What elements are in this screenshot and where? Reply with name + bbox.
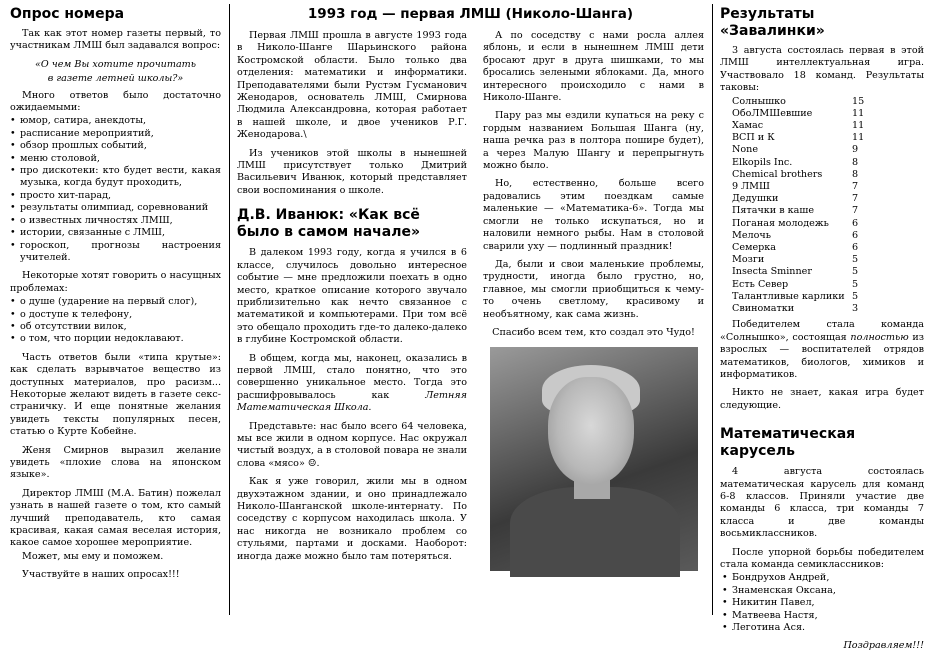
results-table <box>732 96 880 316</box>
table-row <box>732 157 880 169</box>
list-item: • Матвеева Настя, <box>722 610 924 622</box>
team-name: ОбоЛМШевшие <box>732 107 813 119</box>
team-score: 6 <box>852 229 859 241</box>
paragraph: Да, были и свои маленькие проблемы, трудности, иногда было грустно, но, главное, мы смогли приобщиться к чему-то очень светлому, красивому и необъятному, как сама жизнь. <box>483 258 704 320</box>
team-name: Insecta Sminner <box>732 266 812 278</box>
list-item: • гороскоп, прогнозы настроения учителей. <box>10 240 221 265</box>
team-name: Пятачки в каше <box>732 205 814 217</box>
list-item: • расписание мероприятий, <box>10 128 221 140</box>
table-row <box>732 193 880 205</box>
results-column <box>712 0 932 652</box>
results-title: Результаты «Завалинки» <box>720 6 825 39</box>
paragraph: Как я уже говорил, жили мы в одном двухэтажном здании, и оно принадлежало Николо-Шанганской школе-интернату. По соседству с корпусом находилась школа. У нас никогда не возникало проблем со стульями, партами и досками. Наоборот: иногда даже можно было там потеряться. <box>237 476 467 562</box>
team-score: 8 <box>852 168 859 180</box>
list-item: • об отсутствии вилок, <box>10 321 221 333</box>
team-score: 6 <box>852 217 859 229</box>
team-score: 6 <box>852 242 859 254</box>
list-item: • о том, что порции недоклавают. <box>10 333 221 345</box>
team-name: ВСП и К <box>732 132 775 144</box>
carousel-title: Математическая карусель <box>720 426 856 460</box>
list-item: • Никитин Павел, <box>722 597 924 609</box>
paragraph-text: из взрослых — воспитателей отрядов математиков, биологов, химиков и информатиков. <box>720 331 924 380</box>
list-item: • просто хит-парад, <box>10 190 221 202</box>
survey-column <box>0 0 229 619</box>
team-score: 5 <box>852 278 859 290</box>
results-intro: 3 августа состоялась первая в этой ЛМШ интеллектуальная игра. Участвовало 18 команд. Результаты таковы: <box>720 45 924 94</box>
table-row <box>732 120 880 132</box>
paragraph: В далеком 1993 году, когда я учился в 6 классе, случилось довольно интересное событие — мне предложили поехать в одно место, краткое описание которого звучало приблизительно как нечто связанное с математикой и компьютерами. При том всё это обещало проходить где-то далеко-далеко в глубине Костромской области. <box>237 247 467 346</box>
survey-title: Опрос номера <box>10 6 125 22</box>
table-row <box>732 303 880 315</box>
memoir-title: Д.В. Иванюк: «Как всё было в самом начале» <box>237 207 421 241</box>
paragraph: 4 августа состоялась математическая карусель для команд 6-8 классов. Приняли участие две команды 6 класса, три команды 7 класса и две команды восьмиклассников. <box>720 466 924 540</box>
center-article-title: 1993 год — первая ЛМШ (Николо-Шанга) <box>307 6 634 22</box>
emphasis: полностью <box>850 331 909 343</box>
paragraph-text: Победителем стала команда «Солнышко», состоящая <box>720 319 924 343</box>
congrats-line: Поздравляем!!! <box>843 640 924 652</box>
team-score: 11 <box>852 107 865 119</box>
team-name: Талантливые карлики <box>732 290 845 302</box>
team-name: 9 ЛМШ <box>732 181 770 193</box>
list-item: • Бондрухов Андрей, <box>722 572 924 584</box>
paragraph: Часть ответов были «типа крутые»: как сделать взрывчатое вещество из доступных материалов, про расизм... Некоторые желают видеть в газете секс-страничку. И еще понятные желания увидеть тексты популярных песен, статью о Курте Кобейне. <box>10 351 221 438</box>
team-score: 5 <box>852 254 859 266</box>
history-column-right <box>475 0 712 619</box>
paragraph <box>237 353 467 415</box>
list-item: • Знаменская Оксана, <box>722 585 924 597</box>
team-name: Мозги <box>732 254 765 266</box>
paragraph <box>720 319 924 381</box>
paragraph: Пару раз мы ездили купаться на реку с гордым названием Большая Шанга (ну, наша речка раз в полтора пошире будет), а через Малую Шангу и перепрыгнуть можно было. <box>483 110 704 172</box>
school-name: Летняя Математическая Школа. <box>237 389 467 414</box>
team-score: 8 <box>852 156 859 168</box>
history-column-left <box>229 0 475 619</box>
team-score: 7 <box>852 193 859 205</box>
team-score: 15 <box>852 95 865 107</box>
paragraph: Но, естественно, больше всего радовались этим поездкам самые маленькие — «Математика-6». Тогда мы смогли не только искупаться, но и наловили немного рыбы. Нам в столовой сварили уху — подлинный праздник! <box>483 178 704 252</box>
team-name: Есть Север <box>732 278 789 290</box>
survey-question: в газете летней школы?» <box>47 73 184 85</box>
answers-intro: Много ответов было достаточно ожидаемыми: <box>10 89 221 114</box>
list-item: • о известных личностях ЛМШ, <box>10 215 221 227</box>
problems-list <box>10 296 221 346</box>
team-name: Хамас <box>732 120 764 132</box>
team-name: Семерка <box>732 242 777 254</box>
team-score: 11 <box>852 132 865 144</box>
paragraph: Директор ЛМШ (М.А. Батин) пожелал узнать в нашей газете о том, кто самый лучший преподаватель, кто самая красивая, какая самая веселая история, какое самое хорошее мероприятие. <box>10 487 221 549</box>
table-row <box>732 254 880 266</box>
paragraph-text: В общем, когда мы, наконец, оказались в первой ЛМШ, стало понятно, что это совершенно уникальное место. Тогда это расшифровывалось как <box>237 352 467 401</box>
paragraph: Женя Смирнов выразил желание увидеть «плохие слова на японском языке». <box>10 444 221 481</box>
survey-question: «О чем Вы хотите прочитать <box>34 58 196 70</box>
table-row <box>732 218 880 230</box>
table-row <box>732 108 880 120</box>
team-score: 7 <box>852 205 859 217</box>
table-row <box>732 132 880 144</box>
table-row <box>732 291 880 303</box>
team-name: Elkopils Inc. <box>732 156 793 168</box>
team-name: Поганая молодежь <box>732 217 829 229</box>
team-name: Свиноматки <box>732 303 795 315</box>
survey-intro: Так как этот номер газеты первый, то участникам ЛМШ был задавался вопрос: <box>10 28 221 52</box>
list-item: • обзор прошлых событий, <box>10 140 221 152</box>
list-item: • о доступе к телефону, <box>10 309 221 321</box>
table-row <box>732 144 880 156</box>
team-score: 5 <box>852 266 859 278</box>
paragraph: Первая ЛМШ прошла в августе 1993 года в Николо-Шанге Шарьинского района Костромской области. Было только два отделения: математики и информатики. Преподавателями были Рустэм Гусманович Женодаров, основатель ЛМШ, Смирнова Людмила Александровна, которая работает в нашей школе, и двое учеников Р.Г. Женодарова.\ <box>237 30 467 141</box>
team-score: 7 <box>852 181 859 193</box>
table-row <box>732 96 880 108</box>
team-score: 3 <box>852 303 859 315</box>
expected-answers-list <box>10 115 221 264</box>
list-item: • Леготина Ася. <box>722 622 924 634</box>
paragraph: Из учеников этой школы в нынешней ЛМШ присутствует только Дмитрий Васильевич Иванюк, который представляет свои воспоминания о школе. <box>237 147 467 196</box>
photo-shirt <box>510 487 680 577</box>
paragraph: Участвуйте в наших опросах!!! <box>22 569 180 581</box>
list-item: • меню столовой, <box>10 153 221 165</box>
table-row <box>732 279 880 291</box>
list-item: • про дискотеки: кто будет вести, какая музыка, когда будут проходить, <box>10 165 221 190</box>
thanks-line: Спасибо всем тем, кто создал это Чудо! <box>492 326 695 338</box>
table-row <box>732 205 880 217</box>
team-score: 9 <box>852 144 859 156</box>
photo-face <box>548 377 634 485</box>
team-score: 11 <box>852 120 865 132</box>
table-row <box>732 242 880 254</box>
table-row <box>732 230 880 242</box>
team-name: None <box>732 144 759 156</box>
list-item: • о душе (ударение на первый слог), <box>10 296 221 308</box>
table-row <box>732 181 880 193</box>
results-table-body <box>732 96 880 316</box>
paragraph: Может, мы ему и поможем. <box>22 550 164 562</box>
author-photo <box>490 347 698 571</box>
team-name: Дедушки <box>732 193 779 205</box>
list-item: • результаты олимпиад, соревнований <box>10 202 221 214</box>
paragraph: А по соседству с нами росла аллея яблонь, и если в нынешнем ЛМШ дети бросают друг в друга шишками, то мы бросались зелеными яблоками. Да, много интересного происходило с нами в Николо-Шанге. <box>483 30 704 104</box>
paragraph: Никто не знает, какая игра будет следующие. <box>720 387 924 411</box>
team-members-list <box>722 572 924 634</box>
table-row <box>732 266 880 278</box>
list-item: • юмор, сатира, анекдоты, <box>10 115 221 127</box>
table-row <box>732 169 880 181</box>
team-name: Chemical brothers <box>732 168 823 180</box>
list-item: • истории, связанные с ЛМШ, <box>10 227 221 239</box>
team-name: Мелочь <box>732 229 771 241</box>
paragraph: После упорной борьбы победителем стала команда семиклассников: <box>720 546 924 570</box>
team-score: 5 <box>852 290 859 302</box>
problems-intro: Некоторые хотят говорить о насущных проблемах: <box>10 270 221 294</box>
team-name: Солнышко <box>732 95 786 107</box>
paragraph: Представьте: нас было всего 64 человека, мы все жили в одном корпусе. Нас окружал чистый воздух, а в столовой повара не знали слова «мясо» ☺. <box>237 420 467 469</box>
